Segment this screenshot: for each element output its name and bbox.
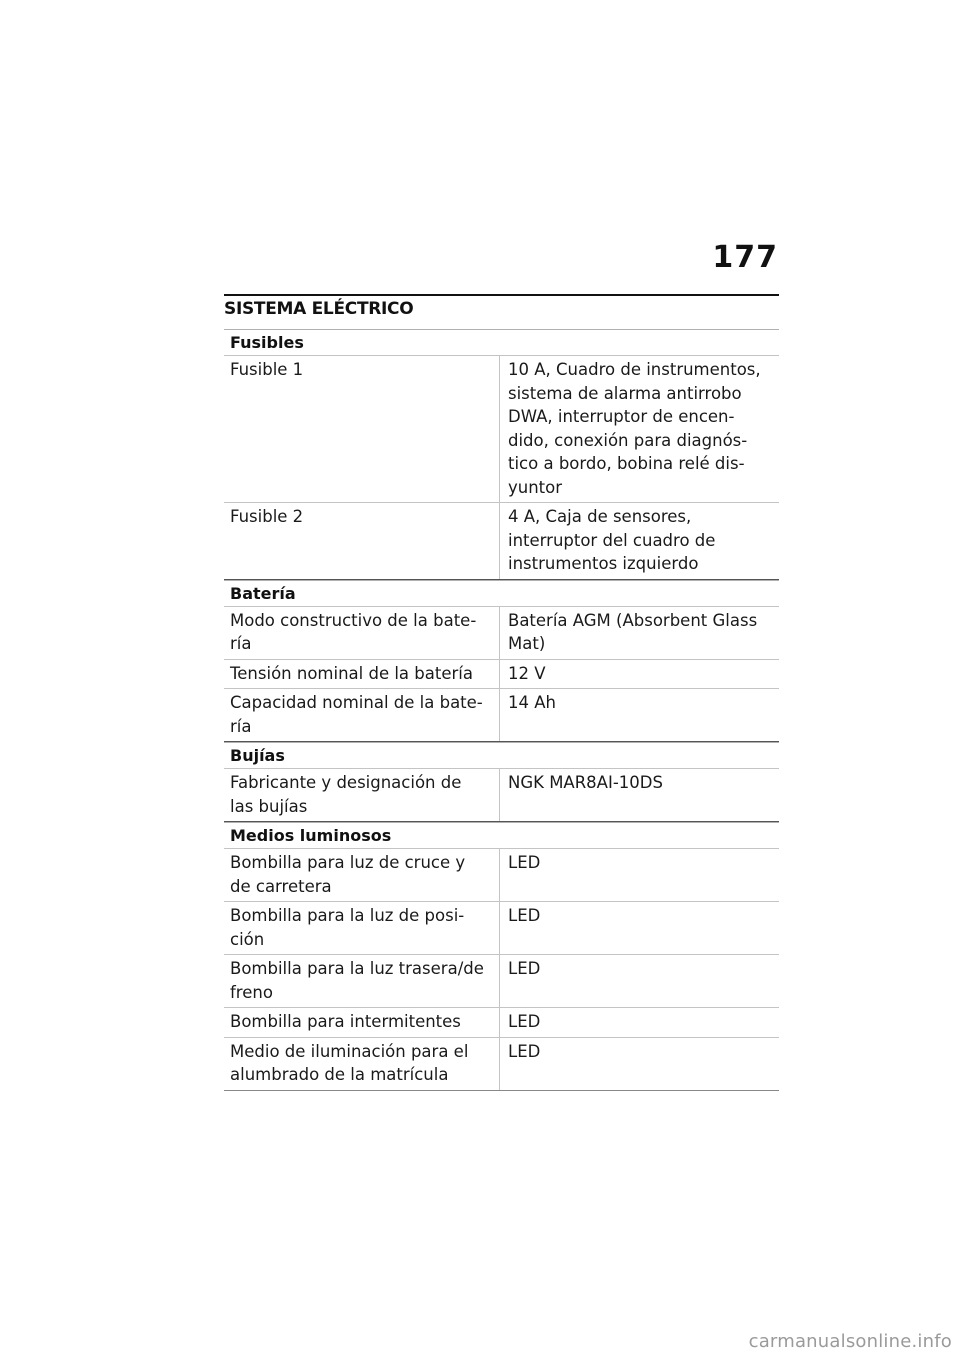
spec-value [500, 955, 779, 1007]
spec-value-line: instrumentos izquierdo [508, 554, 699, 573]
spec-value [500, 356, 779, 502]
spec-value-line: LED [508, 1041, 541, 1061]
spec-label [224, 902, 500, 954]
spec-label-line: Bombilla para la luz trasera/de [230, 959, 484, 978]
table-row [224, 954, 779, 1007]
spec-value [500, 849, 779, 901]
spec-label [224, 660, 500, 689]
group-heading: Bujías [224, 742, 779, 768]
spec-label-line: Tensión nominal de la batería [230, 663, 473, 683]
spec-value-line: 4 A, Caja de sensores, [508, 507, 692, 526]
spec-value [500, 503, 779, 579]
spec-value-line: tico a bordo, bobina relé dis- [508, 454, 745, 473]
spec-value-line: LED [508, 1012, 541, 1031]
spec-value-line: LED [508, 959, 541, 978]
spec-label-line: Modo constructivo de la bate- [230, 610, 477, 630]
table-row [224, 688, 779, 742]
section-title: SISTEMA ELÉCTRICO [224, 299, 414, 319]
spec-value-line: Mat) [508, 634, 546, 653]
spec-label-line: Bombilla para luz de cruce y [230, 853, 466, 872]
spec-label [224, 689, 500, 741]
table-row [224, 1037, 779, 1091]
spec-label-line: Fusible 1 [230, 360, 304, 379]
table-row [224, 848, 779, 901]
spec-value-line: dido, conexión para diagnós- [508, 430, 748, 450]
spec-label-line: Medio de iluminación para el [230, 1041, 469, 1061]
spec-value [500, 1038, 779, 1090]
spec-label [224, 849, 500, 901]
spec-label-line: Bombilla para la luz de posi- [230, 906, 465, 925]
spec-value-line: 12 V [508, 663, 546, 683]
spec-label-line: freno [230, 982, 273, 1002]
spec-value-line: 10 A, Cuadro de instrumentos, [508, 360, 761, 379]
spec-label-line: ría [230, 634, 252, 653]
table-row [224, 502, 779, 580]
spec-label-line: Fusible 2 [230, 507, 304, 526]
spec-value-line: sistema de alarma antirrobo [508, 383, 742, 403]
page-number: 177 [712, 240, 778, 275]
watermark: carmanualsonline.info [748, 1331, 952, 1352]
spec-label-line: ción [230, 929, 265, 949]
spec-value-line: NGK MAR8AI-10DS [508, 773, 663, 792]
spec-value [500, 902, 779, 954]
spec-label [224, 769, 500, 821]
spec-label-line: alumbrado de la matrícula [230, 1065, 449, 1084]
spec-label-line: ría [230, 716, 252, 736]
group-heading: Medios luminosos [224, 822, 779, 848]
spec-value [500, 689, 779, 741]
spec-value-line: interruptor del cuadro de [508, 530, 716, 550]
spec-value-line: Batería AGM (Absorbent Glass [508, 610, 758, 630]
spec-value [500, 607, 779, 659]
spec-label-line: Fabricante y designación de [230, 773, 462, 792]
table-row [224, 606, 779, 659]
spec-label [224, 356, 500, 502]
group-heading: Batería [224, 580, 779, 606]
spec-label [224, 607, 500, 659]
spec-label [224, 955, 500, 1007]
spec-label-line: Capacidad nominal de la bate- [230, 693, 483, 712]
spec-label [224, 1038, 500, 1090]
spec-label-line: las bujías [230, 796, 308, 816]
spec-label [224, 1008, 500, 1037]
spec-value-line: LED [508, 906, 541, 925]
spec-table [224, 329, 779, 1091]
spec-value [500, 769, 779, 821]
section-rule [224, 294, 779, 296]
spec-label [224, 503, 500, 579]
spec-value-line: DWA, interruptor de encen- [508, 407, 735, 426]
table-row [224, 901, 779, 954]
spec-label-line: de carretera [230, 876, 332, 896]
spec-label-line: Bombilla para intermitentes [230, 1012, 461, 1031]
spec-value [500, 660, 779, 689]
spec-value-line: LED [508, 853, 541, 872]
table-row [224, 768, 779, 822]
table-row [224, 1007, 779, 1037]
spec-value-line: 14 Ah [508, 693, 556, 712]
group-heading: Fusibles [224, 329, 779, 355]
table-row [224, 659, 779, 689]
table-row [224, 355, 779, 502]
spec-value-line: yuntor [508, 477, 563, 497]
spec-value [500, 1008, 779, 1037]
